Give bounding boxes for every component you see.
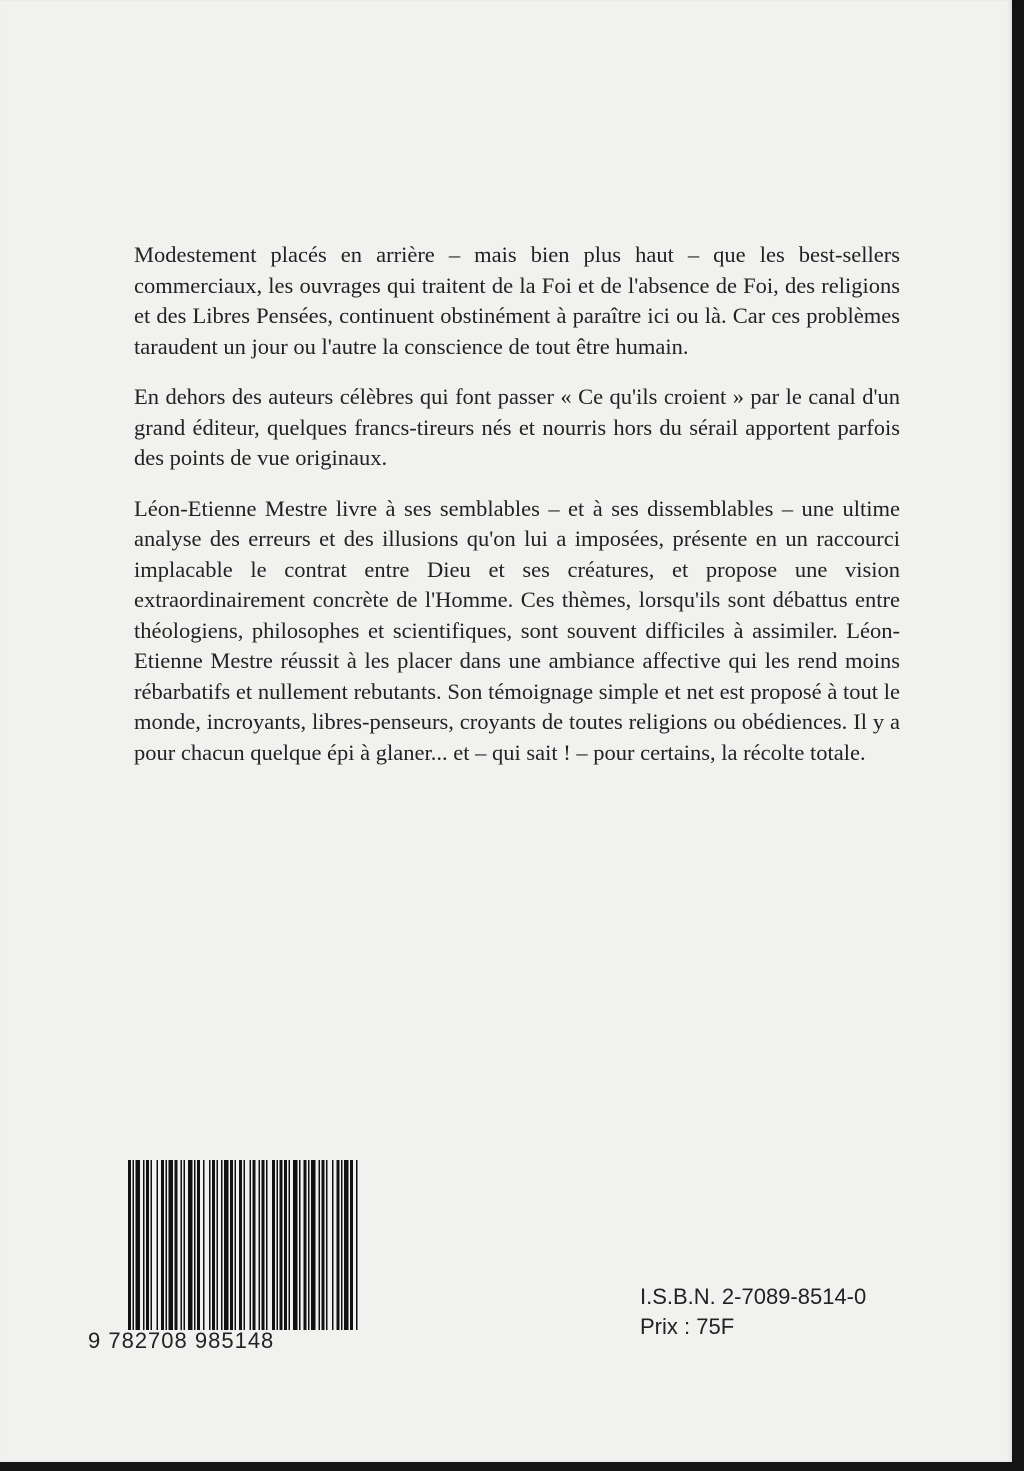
barcode-bar — [293, 1160, 298, 1330]
barcode-bar — [259, 1160, 261, 1330]
barcode-bar — [341, 1160, 343, 1330]
barcode-bar — [230, 1160, 233, 1330]
blurb-text — [134, 240, 900, 788]
barcode-bar — [143, 1160, 145, 1330]
barcode-bar — [133, 1160, 135, 1330]
barcode-bar — [277, 1160, 279, 1330]
barcode-bar — [175, 1160, 178, 1330]
barcode-bar — [262, 1160, 265, 1330]
barcode-bar — [184, 1160, 186, 1330]
barcode-bar — [136, 1160, 141, 1330]
blurb-paragraph-2: En dehors des auteurs célèbres qui font passer « Ce qu'ils croient » par le canal d'un grand éditeur, quelques francs-tireurs nés et nourris hors du sérail apportent parfois des points de vue originaux. — [134, 384, 900, 470]
barcode-bar — [197, 1160, 200, 1330]
barcode-bar — [337, 1160, 340, 1330]
barcode-bar — [326, 1160, 328, 1330]
barcode-bar — [157, 1160, 159, 1330]
barcode-bar — [319, 1160, 321, 1330]
barcode-bar — [311, 1160, 316, 1330]
barcode-bar — [284, 1160, 287, 1330]
barcode-bar — [239, 1160, 242, 1330]
barcode-bar — [272, 1160, 275, 1330]
barcode-bar — [289, 1160, 291, 1330]
price: Prix : 75F — [640, 1314, 735, 1339]
barcode-bar — [350, 1160, 353, 1330]
barcode-bar — [344, 1160, 349, 1330]
barcode-bar — [221, 1160, 223, 1330]
barcode-digits: 9 782708 985148 — [88, 1328, 275, 1353]
barcode-bar — [253, 1160, 256, 1330]
barcode-bars — [128, 1160, 358, 1330]
blurb-paragraph-3: Léon-Etienne Mestre livre à ses semblables – et à ses dissemblables – une ultime analyse des erreurs et des illusions qu'on lui a imposées, présente en un raccourci implacable le contrat entre Dieu et ses créatures, et propose une vision extraordinairement concrète de l'Homme. Ces thèmes, lorsqu'ils sont débattus entre théologiens, philosophes et scientifiques, sont souvent difficiles à assimiler. Léon-Etienne Mestre réussit à les placer dans une ambiance affective qui les rend moins rébarbatifs et nullement rebutants. Son témoignage simple et net est proposé à tout le monde, incroyants, libres-penseurs, croyants de toutes religions ou obédiences. Il y a pour chacun quelque épi à glaner... et – qui sait ! – pour certains, la récolte totale. — [134, 495, 900, 765]
isbn-number: I.S.B.N. 2-7089-8514-0 — [640, 1284, 867, 1309]
barcode-bar — [332, 1160, 334, 1330]
blurb-paragraph-1: Modestement placés en arrière – mais bien plus haut – que les best-sellers commerciaux, les ouvrages qui traitent de la Foi et de l'absence de Foi, des religions et des Libres Pensées, continuent obstinément à paraître ici ou là. Car ces problèmes taraudent un jour ou l'autre la conscience de tout être humain. — [134, 242, 900, 359]
barcode-bar — [235, 1160, 237, 1330]
barcode-bar — [266, 1160, 268, 1330]
barcode-bar — [299, 1160, 301, 1330]
barcode-bar — [151, 1160, 153, 1330]
barcode-bar — [304, 1160, 307, 1330]
barcode-bar — [224, 1160, 229, 1330]
barcode-bar — [194, 1160, 196, 1330]
barcode-bar — [322, 1160, 325, 1330]
scan-edge-right — [1012, 0, 1024, 1471]
barcode-bar — [212, 1160, 215, 1330]
barcode-bar — [280, 1160, 283, 1330]
barcode-bar — [356, 1160, 358, 1330]
barcode-bar — [217, 1160, 219, 1330]
barcode-bar — [244, 1160, 246, 1330]
barcode-bar — [128, 1160, 131, 1330]
barcode-bar — [188, 1160, 193, 1330]
scan-edge-bottom — [0, 1462, 1024, 1471]
barcode — [88, 1160, 368, 1360]
barcode-bar — [161, 1160, 164, 1330]
barcode-bar — [181, 1160, 183, 1330]
barcode-bar — [169, 1160, 174, 1330]
barcode-bar — [209, 1160, 211, 1330]
barcode-bar — [166, 1160, 168, 1330]
barcode-bar — [146, 1160, 149, 1330]
barcode-bar — [250, 1160, 252, 1330]
isbn-block — [640, 1282, 866, 1342]
barcode-bar — [203, 1160, 205, 1330]
barcode-bar — [308, 1160, 310, 1330]
